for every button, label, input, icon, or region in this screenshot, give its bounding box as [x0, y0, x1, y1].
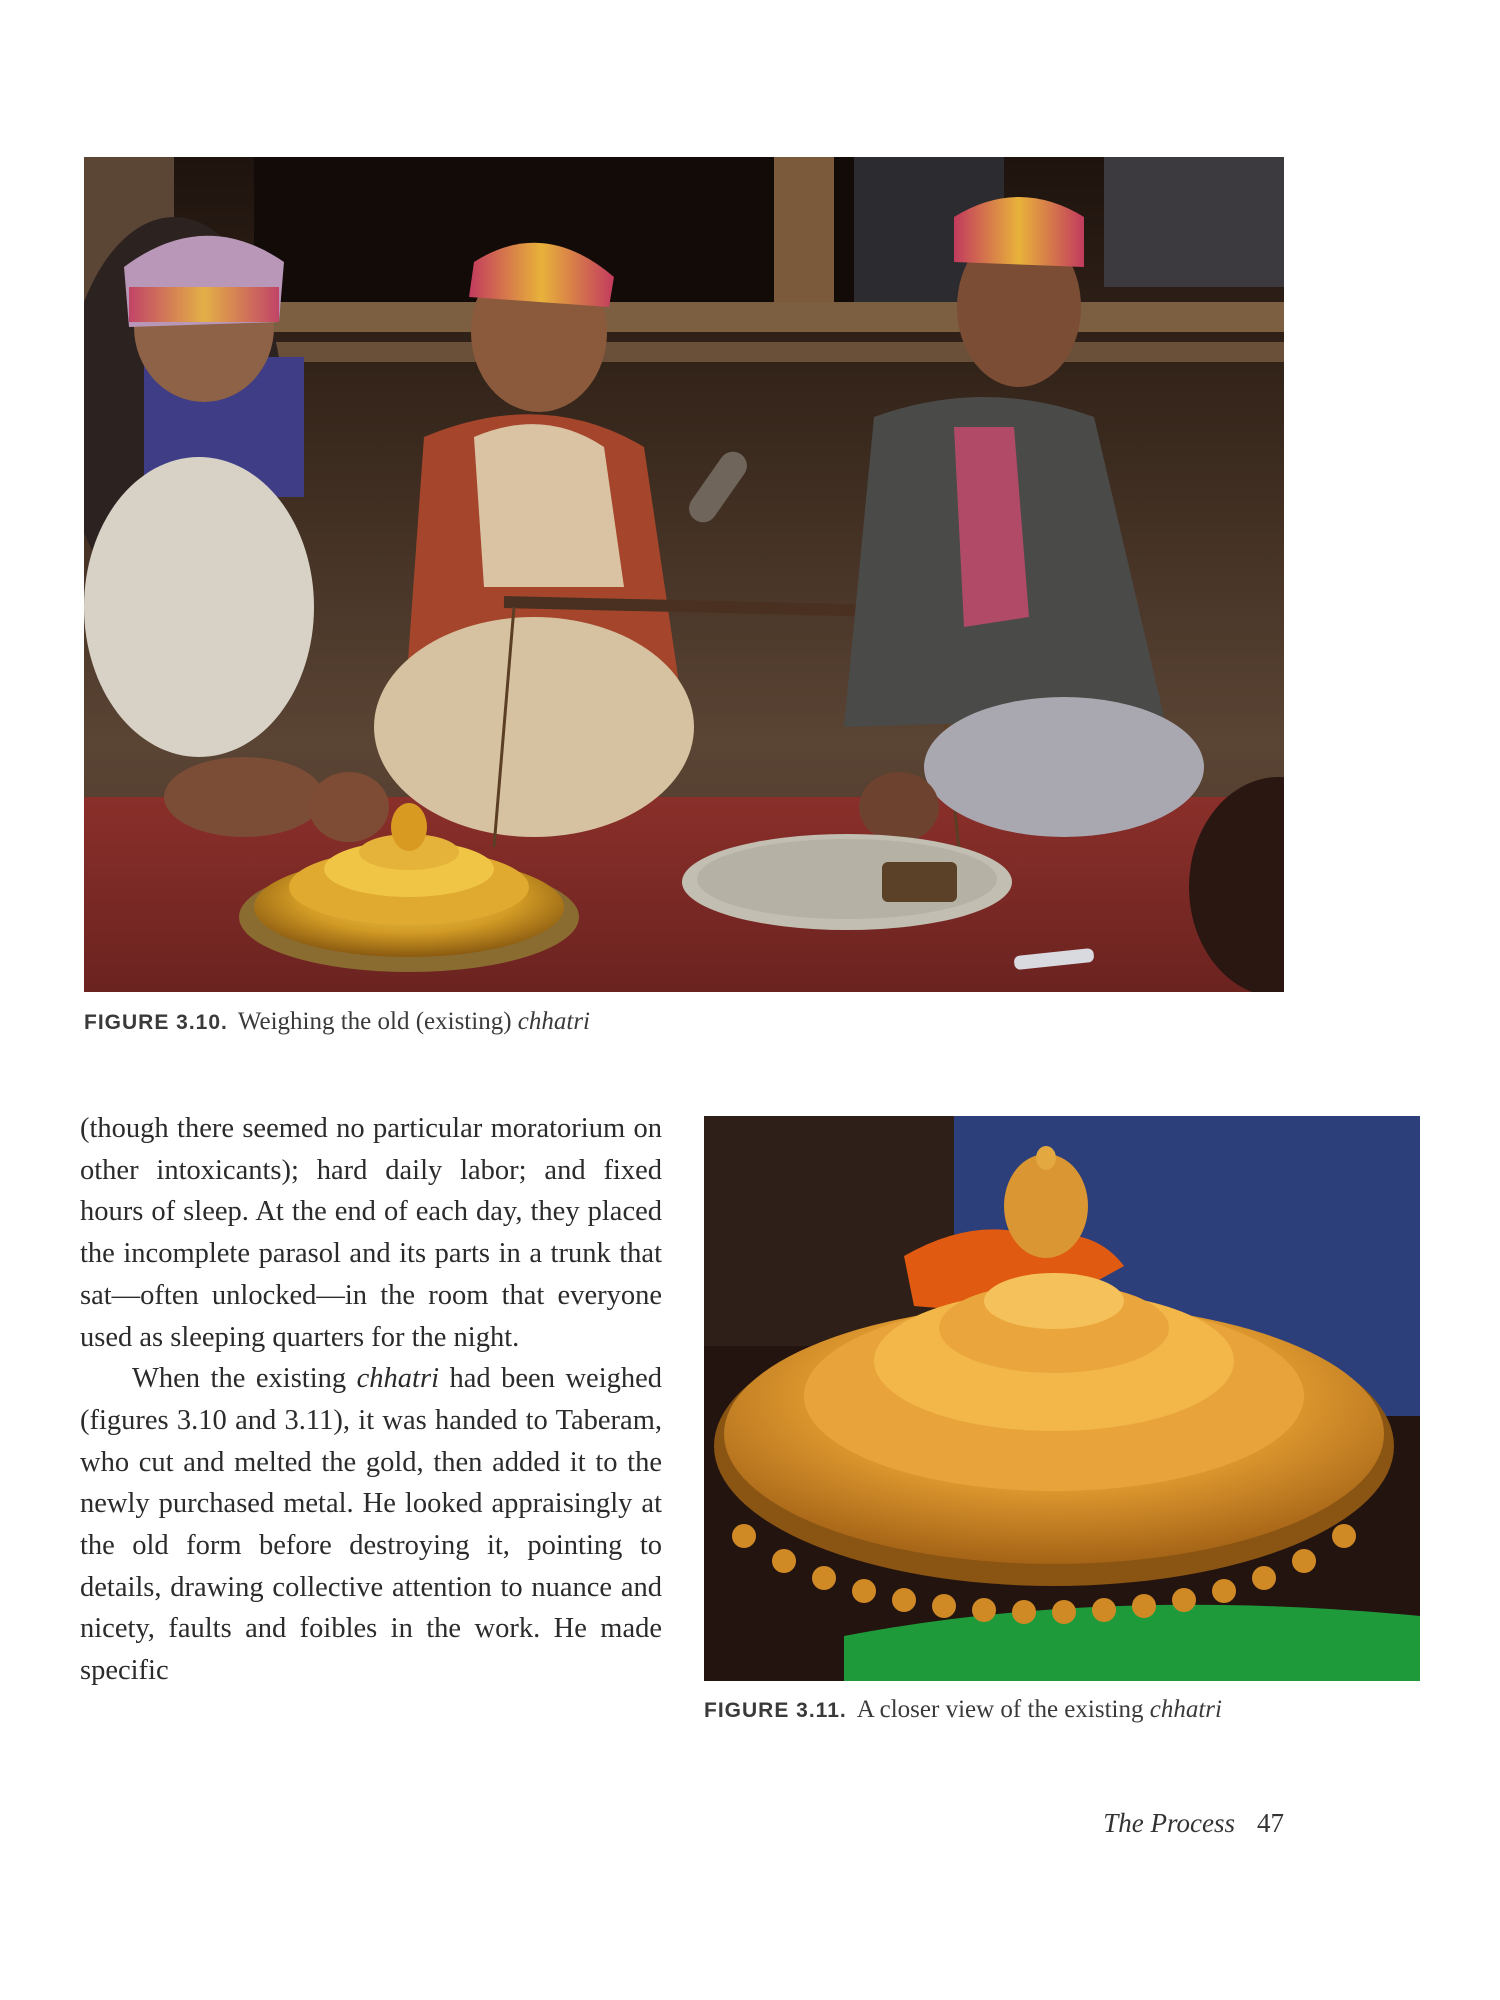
- caption-text: Weighing the old (existing): [237, 1008, 512, 1035]
- figure-3-11-caption: [704, 1696, 1222, 1724]
- paragraph-2: [80, 1358, 662, 1692]
- page-number: 47: [1257, 1808, 1284, 1838]
- figure-3-10-photo: [84, 157, 1284, 992]
- figure-3-10-caption: [84, 1008, 590, 1036]
- caption-italic-term: chhatri: [1149, 1696, 1222, 1723]
- figure-3-11-photo: [704, 1116, 1420, 1681]
- figure-label: FIGURE 3.11.: [704, 1699, 847, 1722]
- body-text-column: [80, 1108, 662, 1692]
- caption-text: A closer view of the existing: [856, 1696, 1144, 1723]
- figure-label: FIGURE 3.10.: [84, 1011, 228, 1034]
- paragraph-2-italic-term: chhatri: [356, 1363, 439, 1395]
- paragraph-2-rest: had been weighed (figures 3.10 and 3.11), it was handed to Taberam, who cut and melted the gold, then added it to the newly purchased metal. He looked appraisingly at the old form before destroying it, pointing to details, drawing collective attention to nuance and nicety, faults and foibles in the work. He made specific: [80, 1363, 663, 1687]
- caption-italic-term: chhatri: [517, 1008, 590, 1035]
- paragraph-1: (though there seemed no particular moratorium on other intoxicants); hard daily labor; and fixed hours of sleep. At the end of each day, they placed the incomplete parasol and its parts in a trunk that sat—often unlocked—in the room that everyone used as sleeping quarters for the night.: [80, 1113, 662, 1353]
- weighing-scene-illustration: [84, 157, 1284, 992]
- chhatri-closeup-illustration: [704, 1116, 1420, 1681]
- page-footer: [1103, 1808, 1284, 1839]
- paragraph-2-start: When the existing: [132, 1363, 347, 1395]
- running-title: The Process: [1103, 1808, 1235, 1838]
